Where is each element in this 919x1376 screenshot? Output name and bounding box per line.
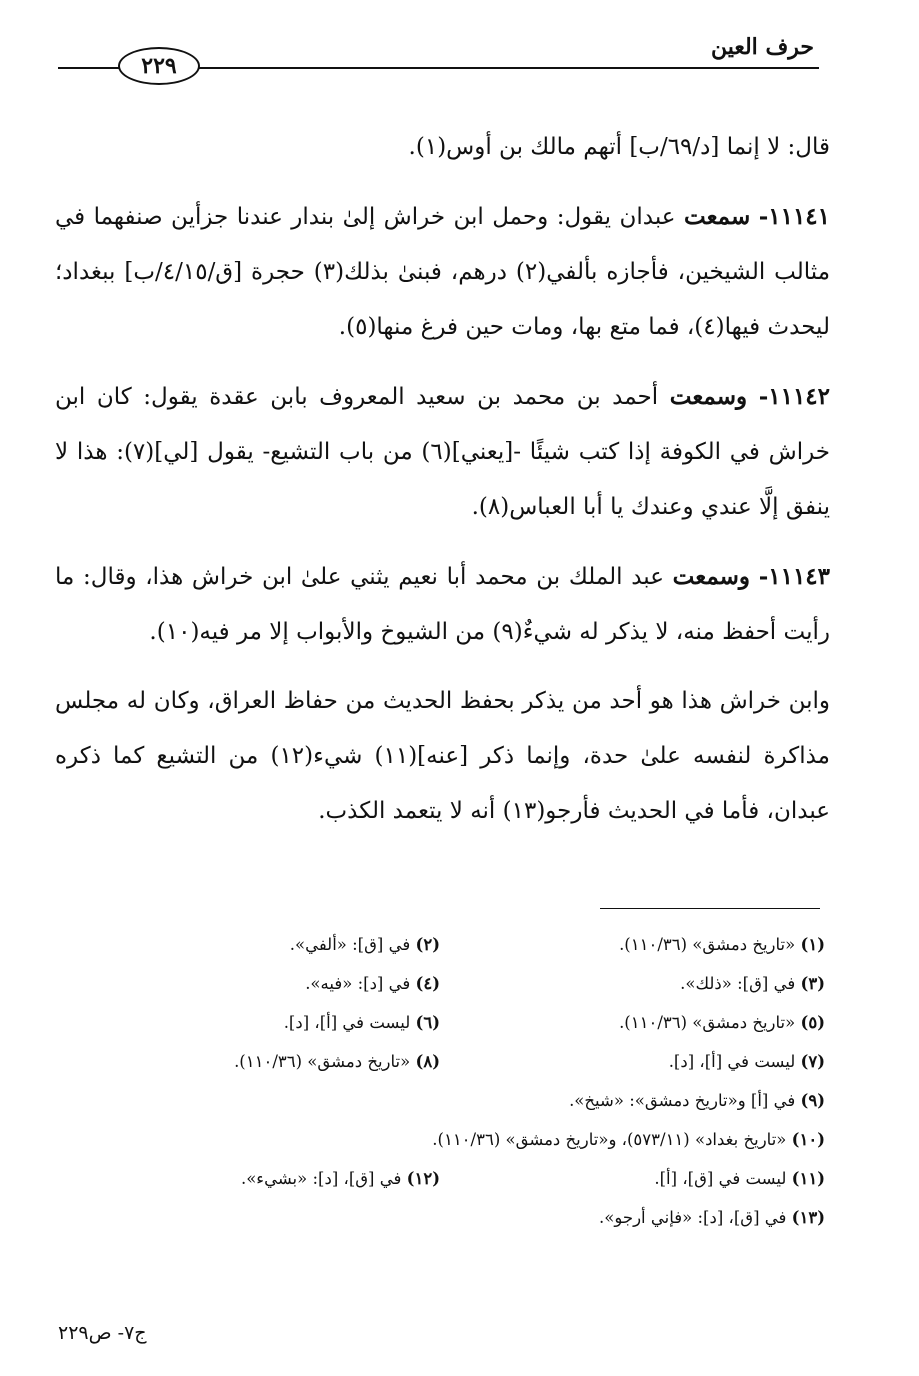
paragraph-text: قال: لا إنما [د/٦٩/ب] أتهم مالك بن أوس(١). [408,134,830,160]
footnote-text: في [أ] و«تاريخ دمشق»: «شيخ». [569,1091,796,1110]
footnote-text: «تاريخ بغداد» (٥٧٣/١١)، و«تاريخ دمشق» (١١٠/٣٦). [432,1130,787,1149]
footnote [55,964,440,1003]
entry-11141 [55,189,830,355]
footnote [55,1120,825,1159]
page-number-oval [118,47,200,85]
main-text [55,120,830,839]
footnote-number: (٦) [415,1013,440,1032]
footnote-text: ليست في [ق]، [أ]. [654,1169,787,1188]
footnote [440,1003,825,1042]
footnote [55,1198,825,1237]
footnote [55,1081,825,1120]
entry-text: أحمد بن محمد بن سعيد المعروف بابن عقدة يقول: كان ابن خراش في الكوفة إذا كتب شيئًا -[يعني](٦) من باب التشيع- يقول [لي](٧): هذا لا ينفق إلَّا عندي وعندك يا أبا العباس(٨). [55,384,830,520]
footnote [55,1042,440,1081]
footnote-number: (٤) [415,974,440,993]
footnote-number: (٣) [800,974,825,993]
footnote-text: في [ق]: «ألفي». [289,935,411,954]
footnote-number: (٢) [415,935,440,954]
footnote-row [55,964,825,1003]
page-number: ٢٢٩ [141,53,177,79]
entry-11143 [55,549,830,660]
entry-verb: وسمعت [669,383,748,410]
footnote-text: في [ق]، [د]: «فإني أرجو». [599,1208,787,1227]
entry-verb: سمعت [684,203,751,230]
footnote [440,1159,825,1198]
footnote-number: (١٢) [406,1169,440,1188]
footnote [440,1042,825,1081]
footnotes [55,925,825,1237]
footnote [55,925,440,964]
footnote-number: (٨) [415,1052,440,1071]
paragraph [55,120,830,175]
footnote-number: (٩) [800,1091,825,1110]
footnote-separator [600,908,820,909]
footnote-row [55,925,825,964]
entry-text: عبد الملك بن محمد أبا نعيم يثني علىٰ ابن خراش هذا، وقال: ما رأيت أحفظ منه، لا يذكر له شيءٌ(٩) من الشيوخ والأبواب إلا مر فيه(١٠). [55,564,830,645]
footnote [55,1003,440,1042]
entry-number: ١١١٤١- [758,203,831,230]
footnote-number: (٧) [800,1052,825,1071]
footnote-number: (١٣) [791,1208,825,1227]
entry-text: عبدان يقول: وحمل ابن خراش إلىٰ بندار عندنا جزأين صنفهما في مثالب الشيخين، فأجازه بألفي(٢) درهم، فبنىٰ بذلك(٣) حجرة [ق/٤/١٥/ب] ببغداد؛ ليحدث فيها(٤)، فما متع بها، ومات حين فرغ منها(٥). [55,204,831,340]
footnote-number: (١) [800,935,825,954]
entry-11142 [55,369,830,535]
footnote [440,925,825,964]
footnote-number: (٥) [800,1013,825,1032]
paragraph-text: وابن خراش هذا هو أحد من يذكر بحفظ الحديث من حفاظ العراق، وكان له مجلس مذاكرة لنفسه علىٰ حدة، وإنما ذكر [عنه](١١) شيء(١٢) من التشيع كما ذكره عبدان، فأما في الحديث فأرجو(١٣) أنه لا يتعمد الكذب. [55,688,831,824]
entry-number: ١١١٤٢- [758,383,831,410]
footnote-number: (١١) [791,1169,825,1188]
footnote [440,964,825,1003]
footnote-text: ليست في [أ]، [د]. [668,1052,796,1071]
footnote-row [55,1003,825,1042]
footnote-text: «تاريخ دمشق» (١١٠/٣٦). [619,1013,796,1032]
footnote-text: في [ق]، [د]: «بشيء». [240,1169,402,1188]
footnote-row [55,1159,825,1198]
footnote-text: في [د]: «فيه». [305,974,411,993]
footnote-number: (١٠) [791,1130,825,1149]
printer-signature: ج٧- ص٢٢٩ [58,1322,147,1344]
footnote-text: «تاريخ دمشق» (١١٠/٣٦). [619,935,796,954]
footnote-text: «تاريخ دمشق» (١١٠/٣٦). [234,1052,411,1071]
entry-number: ١١١٤٣- [758,563,831,590]
entry-verb: وسمعت [672,563,751,590]
page-header-title: حرف العين [710,34,814,60]
paragraph [55,674,830,839]
footnote-text: ليست في [أ]، [د]. [283,1013,411,1032]
footnote-row [55,1042,825,1081]
footnote [55,1159,440,1198]
footnote-text: في [ق]: «ذلك». [680,974,796,993]
